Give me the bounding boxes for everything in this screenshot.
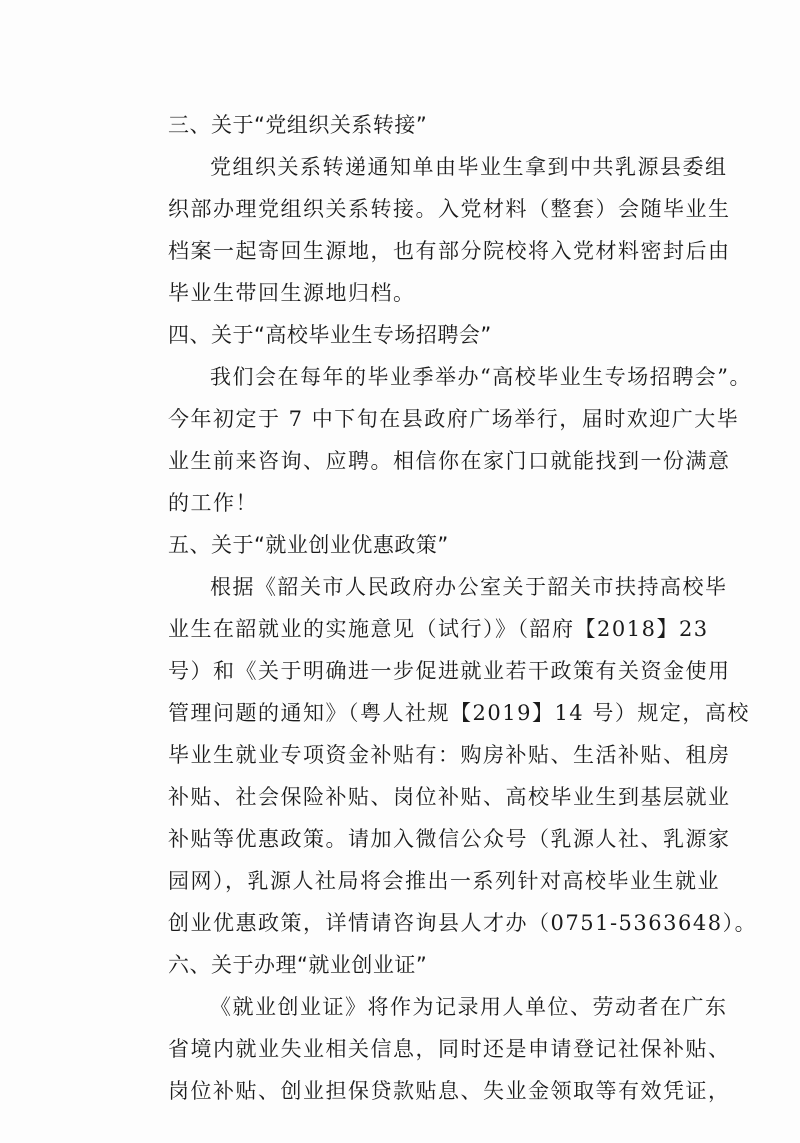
section-heading: 六、关于办理“就业创业证” (168, 953, 428, 977)
section-paragraph (126, 566, 758, 944)
paragraph-line: 我们会在每年的毕业季举办“高校毕业生专场招聘会”。 (210, 365, 752, 389)
section-party-transfer (126, 104, 731, 314)
paragraph-line: 毕业生就业专项资金补贴有：购房补贴、生活补贴、租房 (168, 743, 731, 767)
paragraph-line: 补贴等优惠政策。请加入微信公众号（乳源人社、乳源家 (168, 827, 731, 851)
section-paragraph (126, 146, 731, 314)
section-heading: 三、关于“党组织关系转接” (168, 113, 428, 137)
paragraph-line: 省境内就业失业相关信息，同时还是申请登记社保补贴、 (168, 1037, 731, 1061)
paragraph-line: 岗位补贴、创业担保贷款贴息、失业金领取等有效凭证， (168, 1079, 731, 1103)
paragraph-line: 业生前来咨询、应聘。相信你在家门口就能找到一份满意 (168, 449, 731, 473)
section-paragraph (126, 356, 752, 524)
paragraph-line: 根据《韶关市人民政府办公室关于韶关市扶持高校毕 (210, 575, 728, 599)
paragraph-line: 《就业创业证》将作为记录用人单位、劳动者在广东 (210, 995, 728, 1019)
section-heading: 五、关于“就业创业优惠政策” (168, 533, 449, 557)
section-heading: 四、关于“高校毕业生专场招聘会” (168, 323, 492, 347)
paragraph-line: 创业优惠政策，详情请咨询县人才办（0751-5363648）。 (168, 911, 758, 935)
paragraph-line: 号）和《关于明确进一步促进就业若干政策有关资金使用 (168, 659, 731, 683)
paragraph-line: 业生在韶就业的实施意见（试行）》（韶府【2018】23 (168, 617, 709, 641)
paragraph-line: 档案一起寄回生源地，也有部分院校将入党材料密封后由 (168, 239, 731, 263)
paragraph-line: 毕业生带回生源地归档。 (168, 281, 416, 305)
section-employment-certificate (126, 944, 731, 1112)
section-employment-policy (126, 524, 758, 944)
section-paragraph (126, 986, 731, 1112)
paragraph-line: 的工作！ (168, 491, 258, 515)
paragraph-line: 补贴、社会保险补贴、岗位补贴、高校毕业生到基层就业 (168, 785, 731, 809)
document-body (126, 104, 758, 1112)
paragraph-line: 织部办理党组织关系转接。入党材料（整套）会随毕业生 (168, 197, 731, 221)
paragraph-line: 今年初定于 7 中下旬在县政府广场举行，届时欢迎广大毕 (168, 407, 740, 431)
paragraph-line: 园网），乳源人社局将会推出一系列针对高校毕业生就业 (168, 869, 720, 893)
paragraph-line: 党组织关系转递通知单由毕业生拿到中共乳源县委组 (210, 155, 728, 179)
section-job-fair (126, 314, 752, 524)
paragraph-line: 管理问题的通知》（粤人社规【2019】14 号）规定，高校 (168, 701, 750, 725)
